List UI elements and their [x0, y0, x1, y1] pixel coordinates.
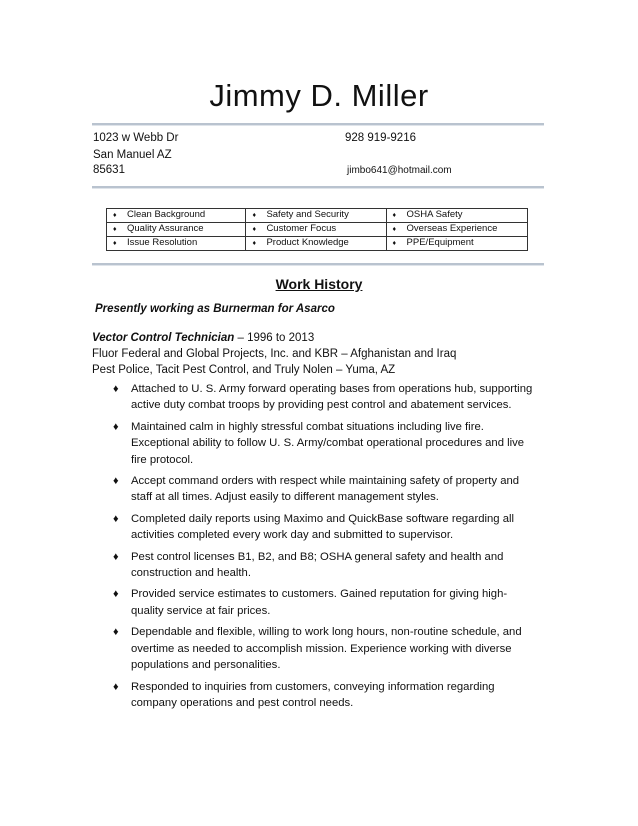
skill-label: OSHA Safety: [406, 209, 463, 220]
skills-row: [107, 209, 528, 223]
address-line-2: San Manuel AZ: [93, 149, 172, 161]
job-employers: Fluor Federal and Global Projects, Inc. and KBR – Afghanistan and Iraq: [92, 348, 457, 360]
skill-cell: [246, 237, 386, 251]
job-heading: [92, 330, 456, 346]
bullet-icon: ♦: [252, 226, 257, 233]
job-dates: – 1996 to 2013: [234, 332, 315, 344]
skill-label: Product Knowledge: [266, 237, 349, 248]
job-bullet-list: [113, 381, 533, 716]
bullet-icon: ♦: [392, 226, 397, 233]
list-item: [113, 473, 533, 506]
skills-row: [107, 223, 528, 237]
list-item-text: Provided service estimates to customers. Gained reputation for giving high-quality service at fair prices.: [131, 588, 508, 617]
list-item: [113, 419, 533, 468]
list-item: [113, 586, 533, 619]
job-employers-2: Pest Police, Tacit Pest Control, and Truly Nolen – Yuma, AZ: [92, 364, 396, 376]
skill-label: Customer Focus: [266, 223, 337, 234]
bullet-icon: ♦: [252, 212, 257, 219]
list-item: [113, 549, 533, 582]
diamond-bullet-icon: ♦: [113, 680, 119, 693]
diamond-bullet-icon: ♦: [113, 626, 119, 639]
skills-table: [106, 208, 528, 251]
bullet-icon: ♦: [252, 240, 257, 247]
list-item-text: Accept command orders with respect while maintaining safety of property and staff at all times. Adjust easily to different management styles.: [131, 475, 520, 504]
diamond-bullet-icon: ♦: [113, 420, 119, 433]
diamond-bullet-icon: ♦: [113, 550, 119, 563]
skill-cell: [246, 209, 386, 223]
job-entry: [92, 330, 456, 378]
list-item: [113, 679, 533, 712]
skill-label: Issue Resolution: [127, 237, 198, 248]
skill-cell: [386, 223, 527, 237]
list-item-text: Responded to inquiries from customers, conveying information regarding company operations and pest control needs.: [131, 680, 495, 709]
skill-cell: [107, 209, 246, 223]
skill-label: Safety and Security: [266, 209, 349, 220]
address-line-1: 1023 w Webb Dr: [93, 132, 179, 144]
work-history-heading: Work History: [275, 276, 363, 292]
job-title: Vector Control Technician: [92, 332, 235, 344]
bullet-icon: ♦: [392, 212, 397, 219]
bullet-icon: ♦: [392, 240, 397, 247]
phone-number: 928 919-9216: [345, 132, 416, 144]
skill-label: Quality Assurance: [127, 223, 204, 234]
skills-divider: [92, 263, 544, 266]
skill-cell: [246, 223, 386, 237]
diamond-bullet-icon: ♦: [113, 383, 119, 395]
diamond-bullet-icon: ♦: [113, 588, 119, 601]
skill-label: PPE/Equipment: [406, 237, 474, 248]
list-item-text: Completed daily reports using Maximo and QuickBase software regarding all activities completed every work day and submitted to supervisor.: [131, 512, 515, 542]
resume-name: Jimmy D. Miller: [209, 78, 429, 113]
skill-cell: [107, 223, 246, 237]
header-divider: [92, 123, 544, 126]
diamond-bullet-icon: ♦: [113, 475, 119, 488]
list-item: [113, 624, 533, 673]
contact-divider: [92, 186, 544, 189]
skill-label: Overseas Experience: [406, 223, 498, 234]
skills-row: [107, 237, 528, 251]
bullet-icon: ♦: [113, 240, 117, 247]
bullet-icon: ♦: [113, 212, 117, 219]
skill-label: Clean Background: [127, 209, 206, 220]
list-item-text: Attached to U. S. Army forward operating bases from operations hub, supporting active duty combat troops by providing pest control and abatement services.: [131, 383, 533, 412]
email-address: jimbo641@hotmail.com: [347, 165, 452, 176]
list-item-text: Maintained calm in highly stressful combat situations including live fire. Exceptional ability to follow U. S. Army/combat operational procedures and live fire protocol.: [131, 420, 525, 466]
list-item-text: Dependable and flexible, willing to work long hours, non-routine schedule, and overtime as needed to accomplish mission. Experience working with diverse populations and personalities.: [131, 626, 522, 672]
skill-cell: [386, 237, 527, 251]
current-position: Presently working as Burnerman for Asarco: [95, 303, 335, 315]
address-line-3: 85631: [93, 164, 125, 176]
skill-cell: [107, 237, 246, 251]
list-item-text: Pest control licenses B1, B2, and B8; OSHA general safety and health and construction and health.: [131, 550, 504, 580]
skill-cell: [386, 209, 527, 223]
list-item: [113, 381, 533, 414]
bullet-icon: ♦: [113, 226, 117, 233]
diamond-bullet-icon: ♦: [113, 512, 119, 525]
list-item: [113, 511, 533, 544]
